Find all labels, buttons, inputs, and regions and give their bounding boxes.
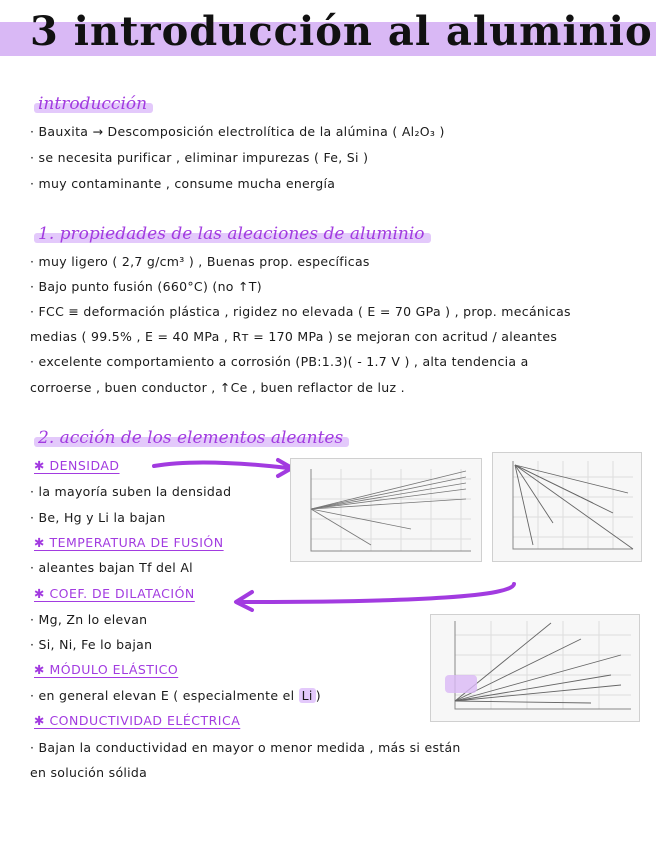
li-highlight: Li [299,688,316,703]
elastic-line-text: · en general elevan E ( especialmente el [30,688,295,703]
conductivity-line-1: · Bajan la conductividad en mayor o menor medida , más si están [30,740,461,755]
subheading-electrical-conductivity: ✱ CONDUCTIVIDAD ELÉCTRICA [34,713,241,728]
heading-text: 1. propiedades de las aleaciones de aluminio [38,224,425,244]
subheading-melting-temperature: ✱ TEMPERATURA DE FUSIÓN [34,535,224,550]
properties-line-1: · muy ligero ( 2,7 g/cm³ ) , Buenas prop. específicas [30,254,370,269]
elastic-line-1 [30,688,321,703]
elastic-modulus-chart-image [430,614,640,722]
properties-line-3: · FCC ≡ deformación plástica , rigidez no elevada ( E = 70 GPa ) , prop. mecánicas [30,304,571,319]
melting-line-1: · aleantes bajan Tf del Al [30,560,193,575]
arrow-to-dilatation [222,582,522,612]
arrow-to-density-chart [150,456,300,480]
subheading-elastic-modulus: ✱ MÓDULO ELÁSTICO [34,662,179,677]
subheading-density: ✱ DENSIDAD [34,458,120,473]
density-line-1: · la mayoría suben la densidad [30,484,232,499]
section-heading-intro [38,94,147,114]
section-heading-alloying [38,428,343,448]
intro-line-1: · Bauxita → Descomposición electrolítica de la alúmina ( Al₂O₃ ) [30,124,445,139]
section-heading-properties [38,224,425,244]
intro-line-2: · se necesita purificar , eliminar impurezas ( Fe, Si ) [30,150,369,165]
dilatation-line-1: · Mg, Zn lo elevan [30,612,148,627]
subheading-dilatation: ✱ COEF. DE DILATACIÓN [34,586,195,601]
properties-line-4: medias ( 99.5% , E = 40 MPa , Rт = 170 MPa ) se mejoran con acritud / aleantes [30,329,558,344]
elastic-line-close: ) [315,688,321,703]
density-line-2: · Be, Hg y Li la bajan [30,510,166,525]
heading-text: introducción [38,94,148,114]
density-chart-image [290,458,482,562]
page-title: 3 introducción al aluminio [30,8,653,55]
properties-line-2: · Bajo punto fusión (660°C) (no ↑T) [30,279,262,294]
conductivity-line-2: en solución sólida [30,765,148,780]
heading-text: 2. acción de los elementos aleantes [38,428,344,448]
melting-chart-image [492,452,642,562]
dilatation-line-2: · Si, Ni, Fe lo bajan [30,637,153,652]
properties-line-5: · excelente comportamiento a corrosión (PB:1.3)( - 1.7 V ) , alta tendencia a [30,354,529,369]
properties-line-6: corroerse , buen conductor , ↑Ce , buen reflactor de luz . [30,380,405,395]
intro-line-3: · muy contaminante , consume mucha energía [30,176,336,191]
